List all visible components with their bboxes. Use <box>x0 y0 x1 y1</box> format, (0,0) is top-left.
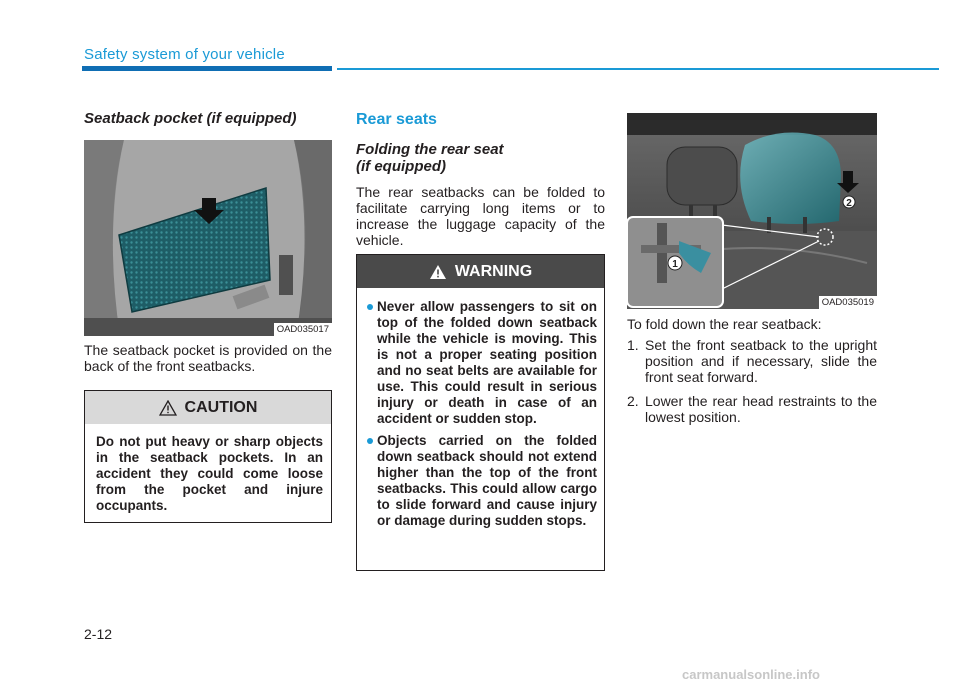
caution-title: CAUTION <box>184 398 258 416</box>
column-seatback-pocket <box>84 108 332 127</box>
warning-box <box>356 254 605 571</box>
step-text: Lower the rear head restraints to the lowest position. <box>645 393 877 425</box>
rear-seats-description: The rear seatbacks can be folded to facilitate carrying long items or to increase the luggage capacity of the vehicle. <box>356 184 605 248</box>
fold-steps <box>627 337 877 425</box>
warning-title: WARNING <box>454 262 533 280</box>
column-rear-seats <box>356 111 605 248</box>
folding-subheading-line2: (if equipped) <box>356 158 446 175</box>
section-title: Safety system of your vehicle <box>84 46 285 63</box>
figure-code: OAD035017 <box>274 323 332 336</box>
rear-seats-heading: Rear seats <box>356 111 437 128</box>
warning-item: Never allow passengers to sit on top of the folded down seatback while the vehicle is moving. This is not a proper seating position and no seat belts are available for use. This could result in serious injury or death in case of an accident or sudden stop. <box>367 299 597 427</box>
warning-list <box>367 299 597 529</box>
fold-step <box>627 393 877 425</box>
callout-1: 1 <box>672 259 678 270</box>
caution-box <box>84 390 332 523</box>
fold-intro: To fold down the rear seatback: <box>627 316 822 332</box>
folding-subheading-line1: Folding the rear seat <box>356 141 504 158</box>
watermark: carmanualsonline.info <box>682 667 820 682</box>
step-number: 1. <box>627 337 639 353</box>
header-bar-left <box>82 66 332 71</box>
page-number: 2-12 <box>84 626 113 642</box>
header-bar-right <box>337 68 939 70</box>
step-number: 2. <box>627 393 639 409</box>
seatback-pocket-description: The seatback pocket is provided on the back of the front seatbacks. <box>84 342 332 374</box>
caution-header <box>85 391 331 424</box>
rear-seat-fold-illustration <box>627 113 877 309</box>
warning-item: Objects carried on the folded down seatback should not extend higher than the top of the front seatbacks. This could allow cargo to slide forward and cause injury or damage during sudden stops. <box>367 433 597 529</box>
warning-triangle-icon <box>429 264 447 280</box>
seatback-pocket-image <box>84 140 332 336</box>
figure-code: OAD035019 <box>819 296 877 309</box>
step-text: Set the front seatback to the upright position and if necessary, slide the front seat forward. <box>645 337 877 385</box>
seatback-pocket-heading: Seatback pocket (if equipped) <box>84 110 297 127</box>
callout-2: 2 <box>846 198 852 209</box>
caution-triangle-icon <box>159 400 177 416</box>
warning-header <box>357 255 604 288</box>
fold-step <box>627 337 877 385</box>
seatback-pocket-illustration <box>84 140 332 336</box>
column-fold-procedure <box>627 316 877 433</box>
caution-text: Do not put heavy or sharp objects in the seatback pockets. In an accident they could come loose from the pocket and injure occupants. <box>96 434 323 513</box>
warning-body <box>357 288 604 529</box>
rear-seat-fold-image <box>627 113 877 309</box>
